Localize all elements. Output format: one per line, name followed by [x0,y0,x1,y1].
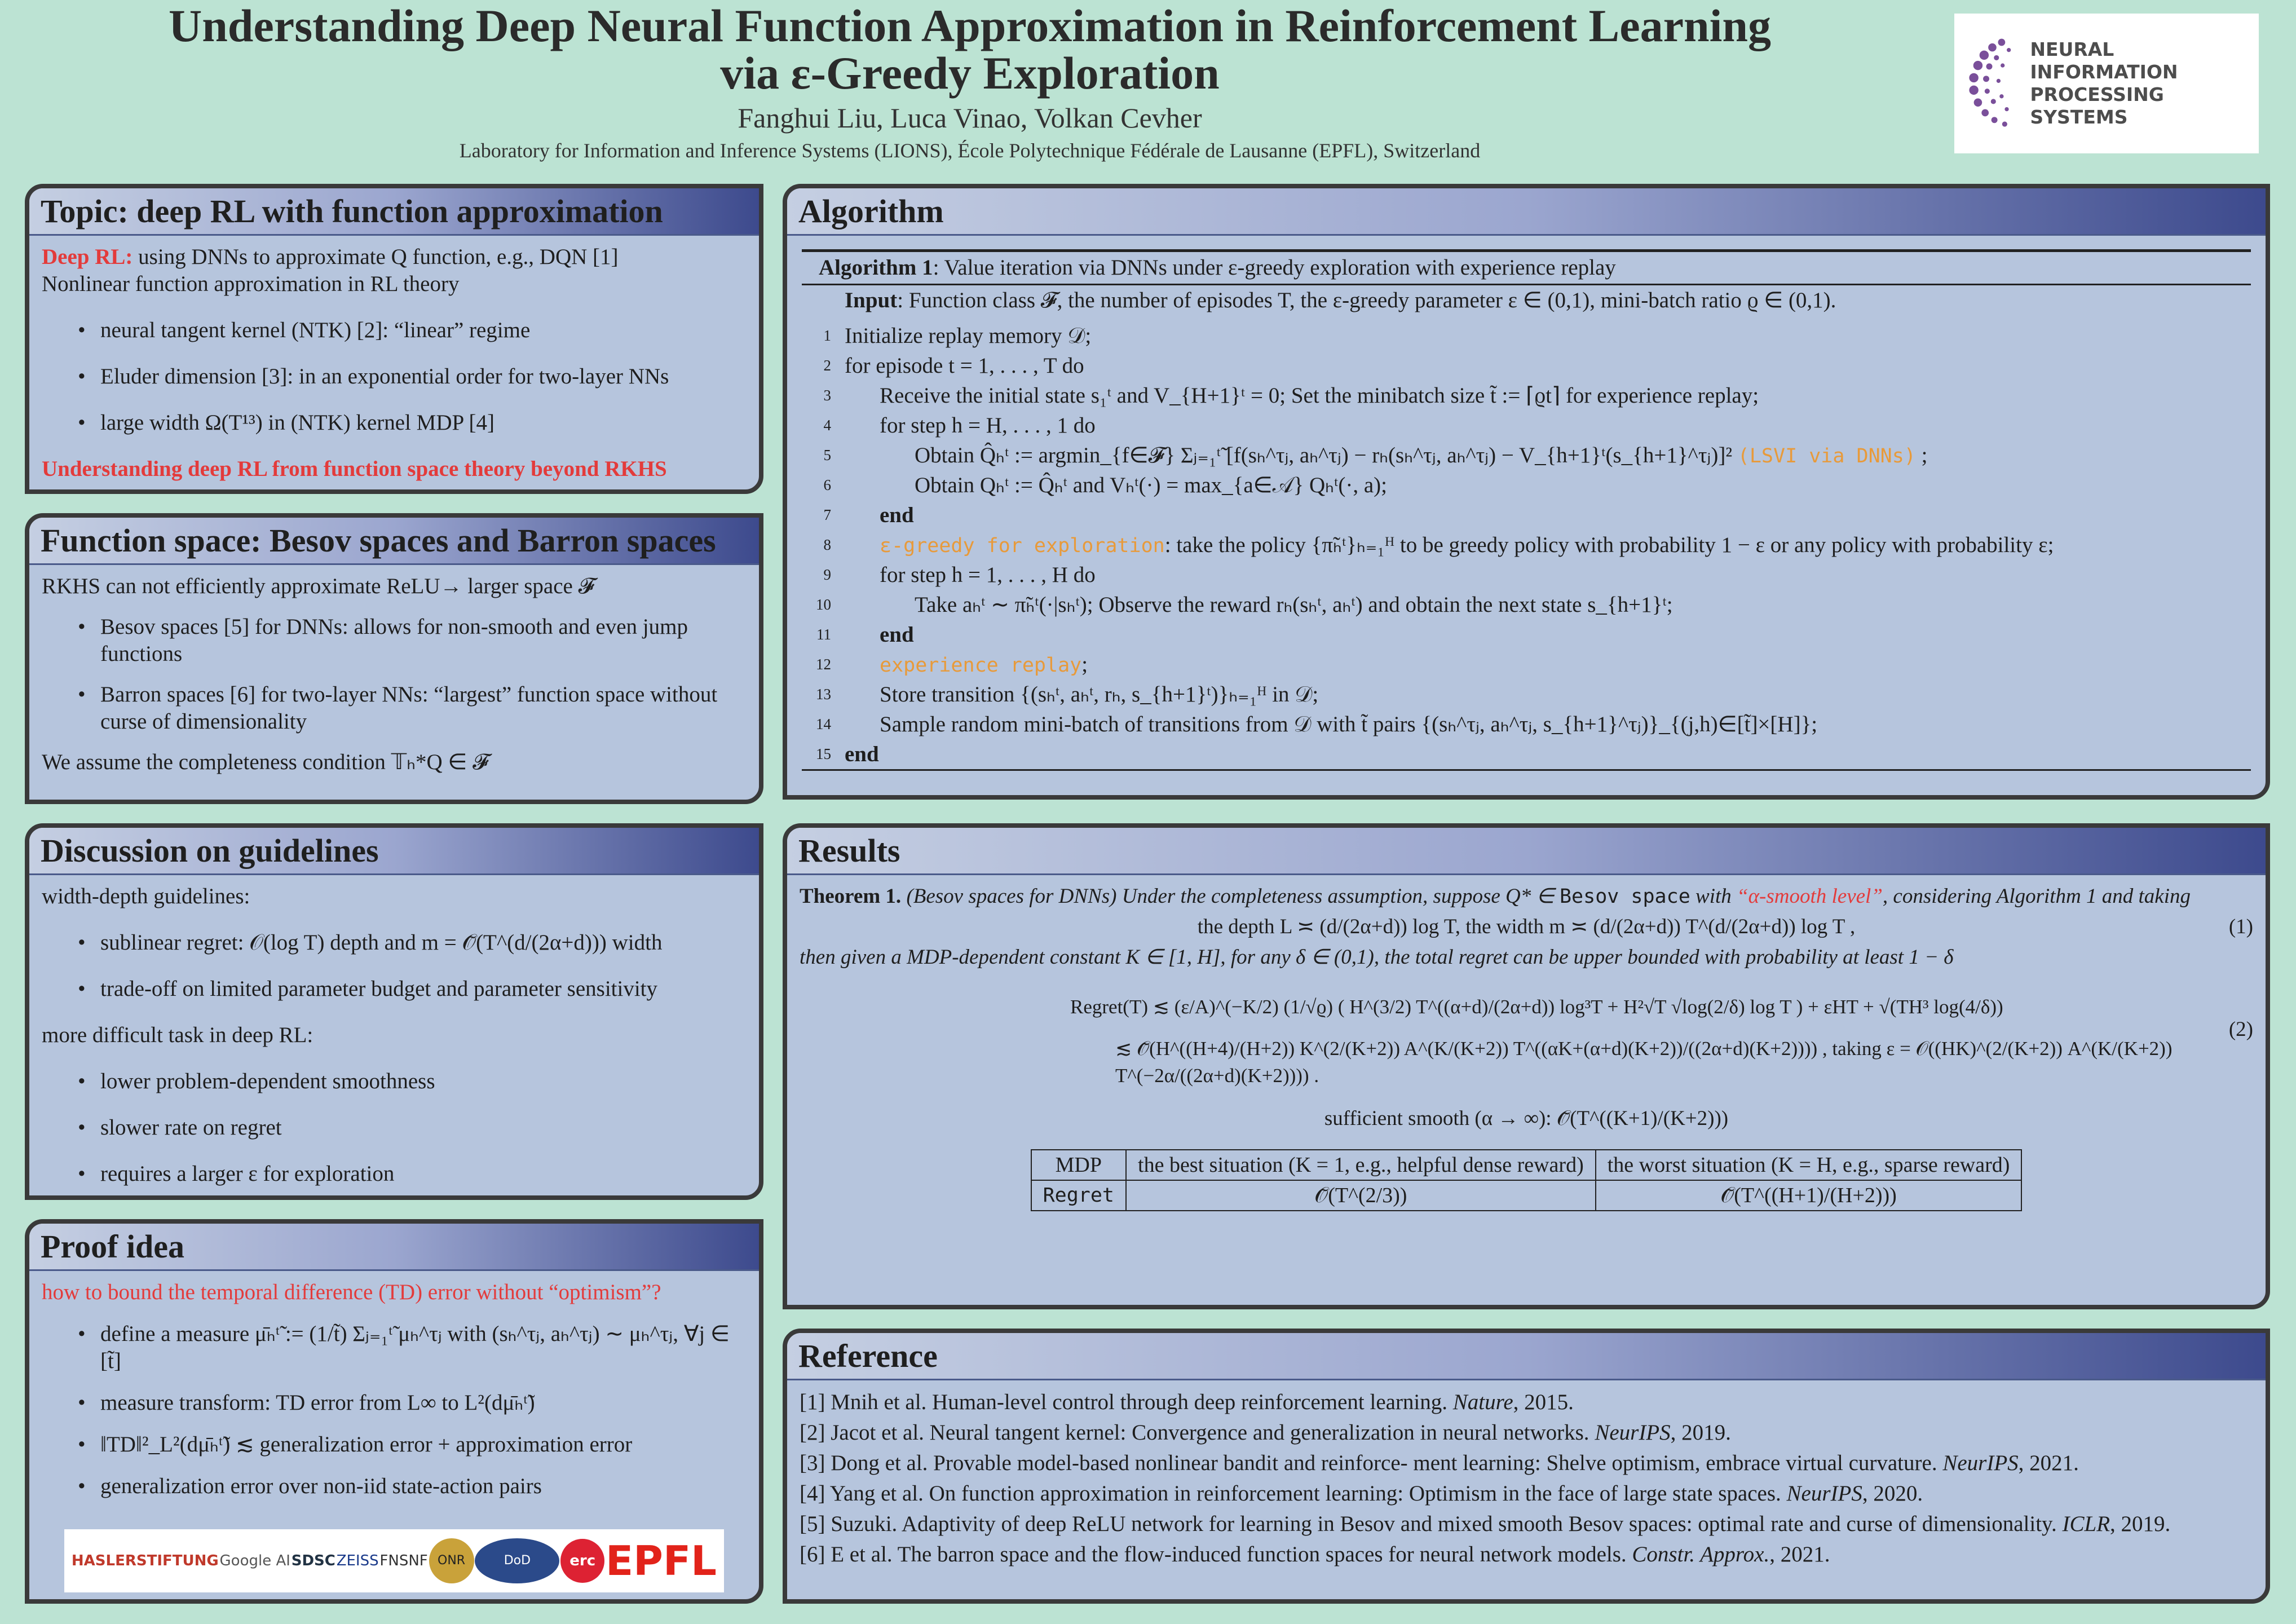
sdsc-logo: SDSC [291,1552,335,1569]
algorithm-line: 9 for step h = 1, . . . , H do [800,560,2253,590]
topic-bullet: • large width Ω(T¹³) in (NTK) kernel MDP [4] [42,409,747,436]
reference-item: [3] Dong et al. Provable model-based nonlinear bandit and reinforce- ment learning: Shelve optimism, embrace virtual curvature. NeurIPS, 2021. [800,1451,2079,1475]
topic-bullet: • neural tangent kernel (NTK) [2]: “linear” regime [42,317,747,344]
neurips-logo: NEURAL INFORMATION PROCESSING SYSTEMS [1954,14,2259,153]
poster-header [0,0,1940,169]
table-header-row: MDP the best situation (K = 1, e.g., helpful dense reward) the worst situation (K = H, e.g., sparse reward) [1031,1150,2022,1180]
reference-panel [783,1329,2270,1604]
algorithm-line: 15 end [800,739,2253,769]
function-space-panel: Function space: Besov spaces and Barron spaces RKHS can not efficiently approximate ReLU→ larger space 𝓕 • Besov spaces [5] for DNNs: allows for non-smooth and even jump functions • Barron spaces [6] for two-layer NNs: “largest” function space without curse of dimensionality We assume the completeness condition 𝕋ₕ*Q ∈ 𝓕 [25,513,763,804]
algorithm-end-rule [802,769,2251,771]
line-number: 9 [823,566,831,583]
line-number: 4 [823,417,831,434]
algorithm-caption: Algorithm 1: Value iteration via DNNs under ε-greedy exploration with experience replay [802,249,2251,285]
line-number: 12 [816,656,831,673]
proof-bullet: • define a measure μ̄ₕᵗ̃ := (1/t̃) Σⱼ₌₁ᵗ̃ μₕ^τⱼ with (sₕ^τⱼ, aₕ^τⱼ) ∼ μₕ^τⱼ, ∀j ∈ [t̃] [42,1321,747,1375]
algorithm-heading: Algorithm [787,188,2266,236]
algorithm-lines [800,315,2253,769]
line-number: 8 [823,536,831,553]
hasler-logo: HASLERSTIFTUNG [71,1552,219,1569]
zeiss-logo: ZEISS [336,1552,379,1569]
equation-1: the depth L ≍ (d/(2α+d)) log T, the width m ≍ (d/(2α+d)) T^(d/(2α+d)) log T , (1) [1197,915,2253,938]
affiliation: Laboratory for Information and Inference Systems (LIONS), École Polytechnique Fédérale de Lausanne (EPFL), Switzerland [459,139,1481,162]
google-ai-logo: Google AI [219,1552,290,1569]
algorithm-input: Input: Function class 𝓕, the number of episodes T, the ε-greedy parameter ε ∈ (0,1), mini-batch ratio ϱ ∈ (0,1). [845,288,1836,312]
line-number: 3 [823,387,831,404]
algorithm-line: 6 Obtain Qₕᵗ := Q̂ₕᵗ and Vₕᵗ(·) = max_{a∈𝒜} Qₕᵗ(·, a); [800,470,2253,500]
algorithm-line: 3 Receive the initial state s₁ᵗ and V_{H+1}ᵗ = 0; Set the minibatch size t̃ := ⌈ϱt⌉ for experience replay; [800,381,2253,411]
algorithm-line: 13 Store transition {(sₕᵗ, aₕᵗ, rₕ, s_{h+1}ᵗ)}ₕ₌₁ᴴ in 𝒟; [800,679,2253,709]
algorithm-line: 7 end [800,500,2253,530]
proof-bullet: • generalization error over non-iid state-action pairs [42,1473,747,1500]
algorithm-line: 2 for episode t = 1, . . . , T do [800,351,2253,381]
erc-logo: erc [560,1539,604,1583]
authors: Fanghui Liu, Luca Vinao, Volkan Cevher [738,102,1202,134]
line-number: 1 [823,327,831,344]
algorithm-tag: experience replay [880,654,1082,677]
topic-panel: Topic: deep RL with function approximation Deep RL: using DNNs to approximate Q function, e.g., DQN [1] Nonlinear function approximation in RL theory • neural tangent kernel (NTK) [2]: “linear” regime • Eluder dimension [3]: in an exponential order for two-layer NNs • large width Ω(T¹³) in (NTK) kernel MDP [4] Understanding deep RL from function space theory beyond RKHS [25,184,763,494]
proof-bullet: • measure transform: TD error from L∞ to L²(dμ̄ₕᵗ̃) [42,1389,747,1416]
algorithm-line: 10 Take aₕᵗ ∼ π̃ₕᵗ(·|sₕᵗ); Observe the reward rₕ(sₕᵗ, aₕᵗ) and obtain the next state s_{h+1}ᵗ; [800,590,2253,620]
topic-heading: Topic: deep RL with function approximation [29,188,759,236]
line-number: 14 [816,716,831,732]
theorem-then: then given a MDP-dependent constant K ∈ [1, H], for any δ ∈ (0,1), the total regret can be upper bounded with probability at least 1 − δ [800,946,1954,969]
topic-conclusion: Understanding deep RL from function space theory beyond RKHS [42,457,667,481]
equation-2: Regret(T) ≲ (ε/A)^(−K/2) (1/√ϱ) ( H^(3/2) T^((α+d)/(2α+d)) log³T + H²√T √log(2/δ) log T ) + εHT + √(TH³ log(4/δ)) ≲ 𝒪̃(H^((H+4)/(H+2)) K^(2/(K+2)) A^(K/(K+2)) T^((αK+(α+d)(K+2))/((2α+d)(K+2)))) , taking ε = 𝒪((HK)^(2/(K+2)) A^(K/(K+2)) T^(−2α/((2α+d)(K+2)))) . (2) [1070,996,2253,1087]
line-number: 6 [823,476,831,493]
topic-bullet: • Eluder dimension [3]: in an exponential order for two-layer NNs [42,363,747,390]
table-row: Regret 𝒪̃(T^(2/3)) 𝒪̃(T^((H+1)/(H+2))) [1031,1180,2022,1211]
line-number: 11 [816,626,831,643]
function-space-bullet: • Barron spaces [6] for two-layer NNs: “largest” function space without curse of dimensionality [42,681,747,735]
algorithm-tag: ε-greedy for exploration [880,535,1165,557]
reference-item: [4] Yang et al. On function approximation in reinforcement learning: Optimism in the face of large state spaces. NeurIPS, 2020. [800,1481,1923,1506]
function-space-bullet: • Besov spaces [5] for DNNs: allows for non-smooth and even jump functions [42,614,747,668]
results-heading: Results [787,828,2266,875]
reference-heading: Reference [787,1333,2266,1380]
reference-item: [2] Jacot et al. Neural tangent kernel: Convergence and generalization in neural networks. NeurIPS, 2019. [800,1420,1731,1445]
regret-comparison-table [1031,1149,2023,1211]
discussion-bullet: • slower rate on regret [42,1114,747,1141]
theorem-statement: Theorem 1. (Besov spaces for DNNs) Under the completeness assumption, suppose Q* ∈ Besov space with “α-smooth level”, considering Algorithm 1 and taking [800,885,2191,908]
sponsor-logos [64,1529,724,1592]
discussion-bullet: • sublinear regret: 𝒪(log T) depth and m = 𝒪̃(T^(d/(2α+d))) width [42,929,747,956]
line-number: 7 [823,506,831,523]
discussion-panel: Discussion on guidelines width-depth guidelines: • sublinear regret: 𝒪(log T) depth and m = 𝒪̃(T^(d/(2α+d))) width • trade-off on limited parameter budget and parameter sensitivity more difficult task in deep RL: • lower problem-dependent smoothness • slower rate on regret • requires a larger ε for exploration [25,823,763,1200]
function-space-heading: Function space: Besov spaces and Barron spaces [29,518,759,565]
line-number: 2 [823,357,831,374]
proof-bullet: • ‖TD‖²_L²(dμ̄ₕᵗ̃) ≲ generalization error + approximation error [42,1431,747,1458]
onr-seal-logo: ONR [429,1538,474,1583]
algorithm-line: 5 Obtain Q̂ₕᵗ := argmin_{f∈𝓕} Σⱼ₌₁ᵗ̃ [f(sₕ^τⱼ, aₕ^τⱼ) − rₕ(sₕ^τⱼ, aₕ^τⱼ) − V_{h+1}ᵗ(s_{h+1}^τⱼ)]² (LSVI via DNNs) ; [800,440,2253,470]
neurips-dots-icon [1966,30,2022,137]
dod-seal-logo: DoD [475,1538,559,1583]
line-number: 5 [823,447,831,464]
line-number: 15 [816,745,831,762]
discussion-bullet: • requires a larger ε for exploration [42,1160,747,1188]
algorithm-tag: (LSVI via DNNs) [1737,445,1916,467]
algorithm-line: 4 for step h = H, . . . , 1 do [800,411,2253,440]
proof-question: how to bound the temporal difference (TD) error without “optimism”? [42,1280,661,1304]
reference-item: [1] Mnih et al. Human-level control through deep reinforcement learning. Nature, 2015. [800,1390,1574,1414]
proof-heading: Proof idea [29,1224,759,1271]
algorithm-line: 1 Initialize replay memory 𝒟; [800,321,2253,351]
snf-logo: FNSNF [379,1552,428,1569]
discussion-bullet: • lower problem-dependent smoothness [42,1068,747,1095]
algorithm-line: 11 end [800,620,2253,650]
algorithm-line: 12 experience replay; [800,650,2253,679]
algorithm-line: 14 Sample random mini-batch of transitions from 𝒟 with t̃ pairs {(sₕ^τⱼ, aₕ^τⱼ, s_{h+1}^τⱼ)}_{(j,h)∈[t̃]×[H]}; [800,709,2253,739]
algorithm-panel [783,184,2270,800]
reference-list [787,1380,2266,1579]
deep-rl-label: Deep RL: [42,245,133,269]
results-panel [783,823,2270,1309]
reference-item: [5] Suzuki. Adaptivity of deep ReLU network for learning in Besov and mixed smooth Besov spaces: optimal rate and curse of dimensionality. ICLR, 2019. [800,1512,2171,1536]
discussion-heading: Discussion on guidelines [29,828,759,875]
line-number: 13 [816,686,831,703]
discussion-bullet: • trade-off on limited parameter budget and parameter sensitivity [42,976,747,1003]
poster-title: Understanding Deep Neural Function Approximation in Reinforcement Learning via ε-Greedy Exploration [168,0,1771,99]
line-number: 10 [816,596,831,613]
reference-item: [6] E et al. The barron space and the flow-induced function spaces for neural network models. Constr. Approx., 2021. [800,1542,1830,1566]
smooth-regret: sufficient smooth (α → ∞): 𝒪̃(T^((K+1)/(K+2))) [1324,1107,1729,1130]
epfl-logo: EPFL [605,1537,717,1585]
algorithm-line: 8 ε-greedy for exploration: take the policy {π̃ₕᵗ}ₕ₌₁ᴴ to be greedy policy with probability 1 − ε or any policy with probability ε; [800,530,2253,560]
